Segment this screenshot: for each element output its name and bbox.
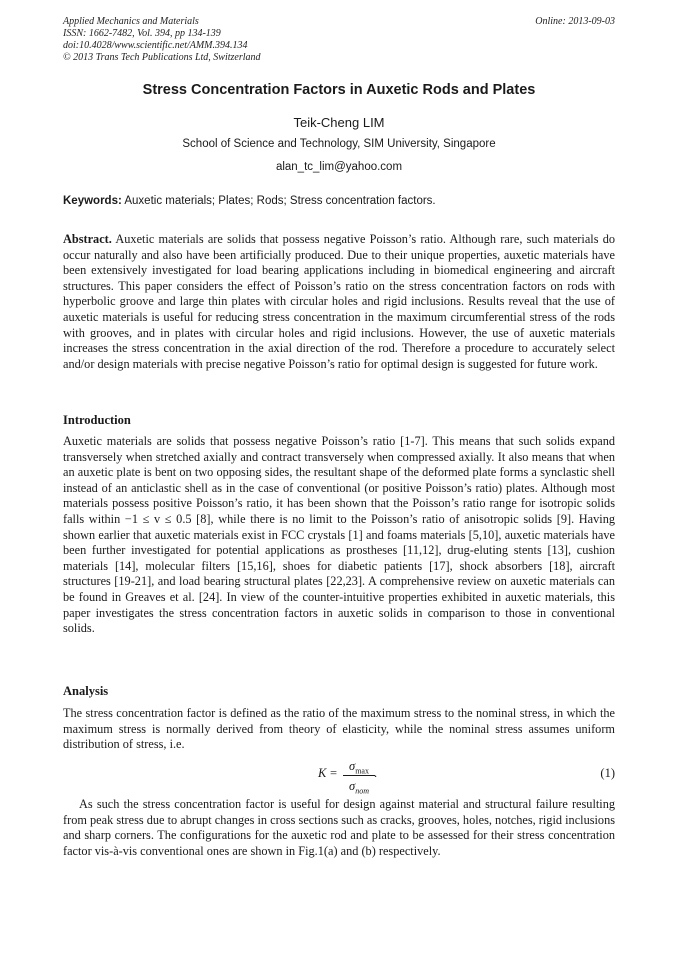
section-heading-analysis: Analysis — [63, 684, 109, 698]
author-email: alan_tc_lim@yahoo.com — [275, 161, 403, 173]
analysis-paragraph-2 — [63, 797, 615, 859]
equation-equals: = — [330, 766, 338, 780]
online-date: Online: 2013-09-03 — [535, 16, 615, 27]
equation-number: (1) — [600, 766, 615, 780]
section-heading-introduction: Introduction — [63, 413, 131, 427]
author-name: Teik-Cheng LIM — [293, 115, 385, 130]
journal-info — [63, 16, 615, 64]
equation-lhs: K — [318, 766, 327, 780]
paper-title: Stress Concentration Factors in Auxetic Rods and Plates — [142, 82, 536, 98]
keywords — [63, 195, 615, 207]
abstract — [63, 232, 615, 372]
introduction-text: Auxetic materials are solids that possess negative Poisson’s ratio [1-7]. This means that such solids expand transversely when stretched axially and contract transversely when compressed axially. It also means that when an auxetic plate is bent on two opposing sides, the resultant shape of the deformed plate forms a synclastic shell instead of an anticlastic shell as in the case of conventional (or positive Poisson’s ratio) plates. Although most materials possess positive Poisson’s ratio, it has been shown that the Poisson’s ratio range for isotropic solids falls within −1 ≤ v ≤ 0.5 [8], while there is no limit to the Poisson’s ratio of anisotropic solids [9]. Having shown earlier that auxetic materials exist in FCC crystals [1] and foams materials [5,10], auxetic materials have been further investigated for potential applications as prostheses [11,12], drug-eluting stents [13], cushion materials [14], molecular filters [15,16], shoes for diabetic patients [17], shock absorbers [18], aircraft structures [19-21], and load bearing structural plates [22,23]. A comprehensive review on auxetic materials can be found in Greaves et al. [24]. In view of the counter-intuitive properties exhibited in auxetic materials, this paper investigates the stress concentration factors in auxetic solids in comparison to those in conventional solids. — [63, 434, 615, 636]
abstract-label: Abstract. — [63, 232, 112, 246]
equation-1 — [318, 758, 618, 794]
journal-header — [63, 16, 615, 64]
analysis-paragraph-1 — [63, 706, 615, 753]
analysis-text-2: As such the stress concentration factor is useful for design against material and structural failure resulting from peak stress due to abrupt changes in cross sections such as cracks, grooves, holes, notches, rigid inclusions and sharp corners. The configurations for the auxetic rod and plate to be assessed for their stress concentration factor vis-à-vis conventional ones are shown in Fig.1(a) and (b) respectively. — [63, 797, 615, 858]
journal-doi: doi:10.4028/www.scientific.net/AMM.394.134 — [63, 40, 248, 51]
keywords-text: Auxetic materials; Plates; Rods; Stress concentration factors. — [121, 195, 436, 207]
journal-name: Applied Mechanics and Materials — [63, 16, 199, 27]
analysis-text-1: The stress concentration factor is defined as the ratio of the maximum stress to the nominal stress, in which the maximum stress is normally derived from theory of elasticity, while the nominal stress assumes uniform distribution of stress, i.e. — [63, 706, 615, 752]
equation-numerator: $\sigma_{max}$ — [349, 759, 369, 776]
keywords-label: Keywords: — [63, 195, 122, 207]
journal-issn: ISSN: 1662-7482, Vol. 394, pp 134-139 — [63, 28, 221, 39]
equation-denominator: $\sigma_{nom}$ — [349, 779, 369, 796]
equation-fraction — [343, 758, 378, 796]
introduction-paragraph — [63, 434, 615, 637]
equation-period: . — [374, 766, 378, 780]
abstract-text: Auxetic materials are solids that possess negative Poisson’s ratio. Although rare, such materials do occur naturally and also have been artificially produced. Due to their unique properties, auxetic materials have been extensively investigated for load bearing applications including in biomedical engineering and aircraft structures. This paper considers the effect of Poisson’s ratio on the stress concentration factors on rods with hyperbolic groove and large thin plates with circular holes and rigid inclusions. Results reveal that the use of auxetic materials is useful for reducing stress concentration in the maximum circumferential stress of the rods with grooves, and in plates with circular holes and rigid inclusions. However, the use of auxetic materials increases the stress concentration in the axial direction of the rod. Therefore a procedure to accurately select and/or design materials with precise negative Poisson’s ratio for optimal design is suggested for future work. — [63, 232, 615, 371]
journal-copyright: © 2013 Trans Tech Publications Ltd, Switzerland — [63, 52, 261, 63]
author-affiliation: School of Science and Technology, SIM University, Singapore — [182, 138, 496, 150]
